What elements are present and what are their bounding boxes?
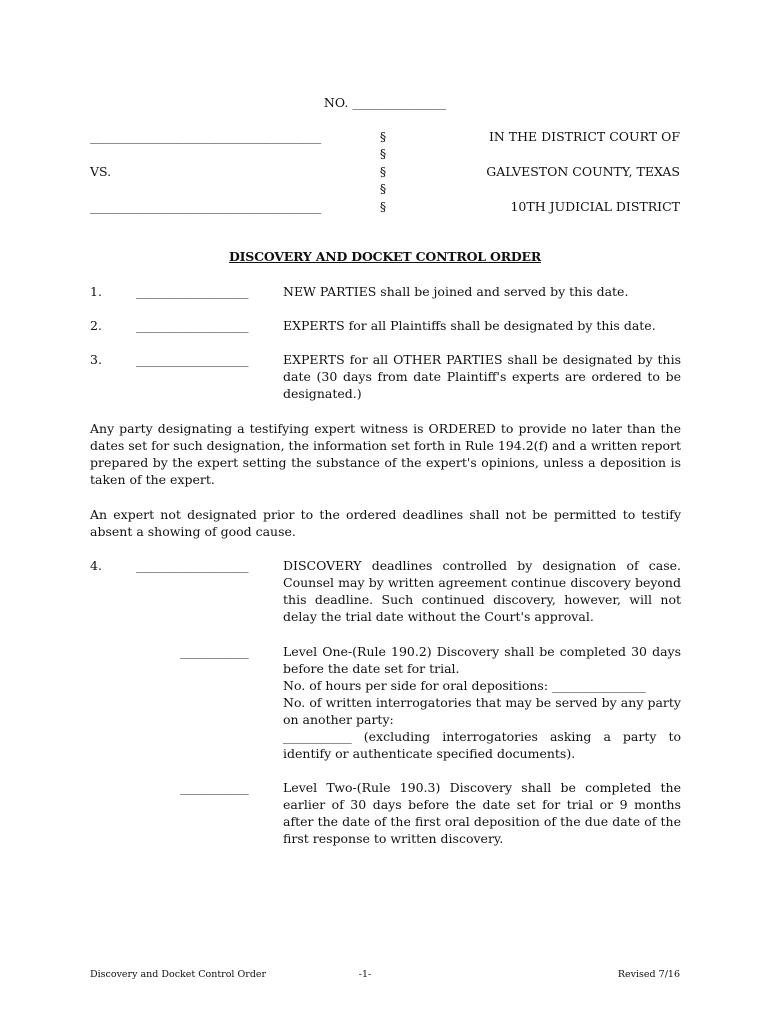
page-number: -1- [358, 969, 372, 980]
date-blank: __________________ [136, 318, 249, 333]
section-symbol: § [379, 181, 387, 196]
document-title: DISCOVERY AND DOCKET CONTROL ORDER [228, 249, 542, 264]
versus-label: VS. [90, 164, 112, 179]
date-blank: __________________ [136, 558, 249, 573]
district-line: 10TH JUDICIAL DISTRICT [510, 199, 680, 214]
date-blank: __________________ [136, 352, 249, 367]
level-one-text: Level One-(Rule 190.2) Discovery shall be completed 30 days before the date set for trial. [283, 644, 681, 676]
oral-deposition-hours-line: No. of hours per side for oral depositions: _______________ [283, 678, 646, 693]
discovery-deadline-text: DISCOVERY deadlines controlled by designation of case. Counsel may by written agreement continue discovery beyond this deadline. Such continued discovery, however, will not delay the trial date without the Court's approval. [283, 558, 681, 624]
footer-title: Discovery and Docket Control Order [90, 969, 267, 980]
section-symbol: § [379, 164, 387, 179]
item-text: EXPERTS for all Plaintiffs shall be designated by this date. [283, 318, 656, 333]
item-number: 2. [90, 318, 102, 333]
item-number: 3. [90, 352, 102, 367]
section-symbol: § [379, 199, 387, 214]
level-two-text: Level Two-(Rule 190.3) Discovery shall be completed the earlier of 30 days before the date set for trial or 9 months after the date of the first oral deposition of the due date of the first response to written discovery. [283, 780, 681, 846]
interrogatories-exclusion-line: ___________ (excluding interrogatories asking a party to identify or authenticate specified documents). [283, 729, 681, 761]
date-blank: __________________ [136, 284, 249, 299]
item-number: 1. [90, 284, 102, 299]
interrogatories-line: No. of written interrogatories that may be served by any party on another party: [283, 695, 681, 727]
expert-disclosure-paragraph: Any party designating a testifying expert witness is ORDERED to provide no later than the dates set for such designation, the information set forth in Rule 194.2(f) and a written report prepared by the expert setting the substance of the expert's opinions, unless a deposition is taken of the expert. [90, 421, 681, 487]
party-line-plaintiff: _____________________________________ [90, 129, 322, 144]
cause-number: NO. _______________ [323, 95, 447, 110]
section-symbol: § [379, 146, 387, 161]
revision-date: Revised 7/16 [617, 969, 680, 980]
section-symbol: § [379, 129, 387, 144]
undesignated-expert-paragraph: An expert not designated prior to the ordered deadlines shall not be permitted to testify absent a showing of good cause. [90, 507, 681, 539]
date-blank: ___________ [180, 644, 249, 659]
item-text: NEW PARTIES shall be joined and served by this date. [283, 284, 629, 299]
date-blank: ___________ [180, 780, 249, 795]
court-name-line: IN THE DISTRICT COURT OF [488, 129, 680, 144]
party-line-defendant: _____________________________________ [90, 199, 322, 214]
county-line: GALVESTON COUNTY, TEXAS [486, 164, 680, 179]
item-number: 4. [90, 558, 102, 573]
item-text: EXPERTS for all OTHER PARTIES shall be designated by this date (30 days from date Plaintiff's experts are ordered to be designated.) [283, 352, 681, 401]
